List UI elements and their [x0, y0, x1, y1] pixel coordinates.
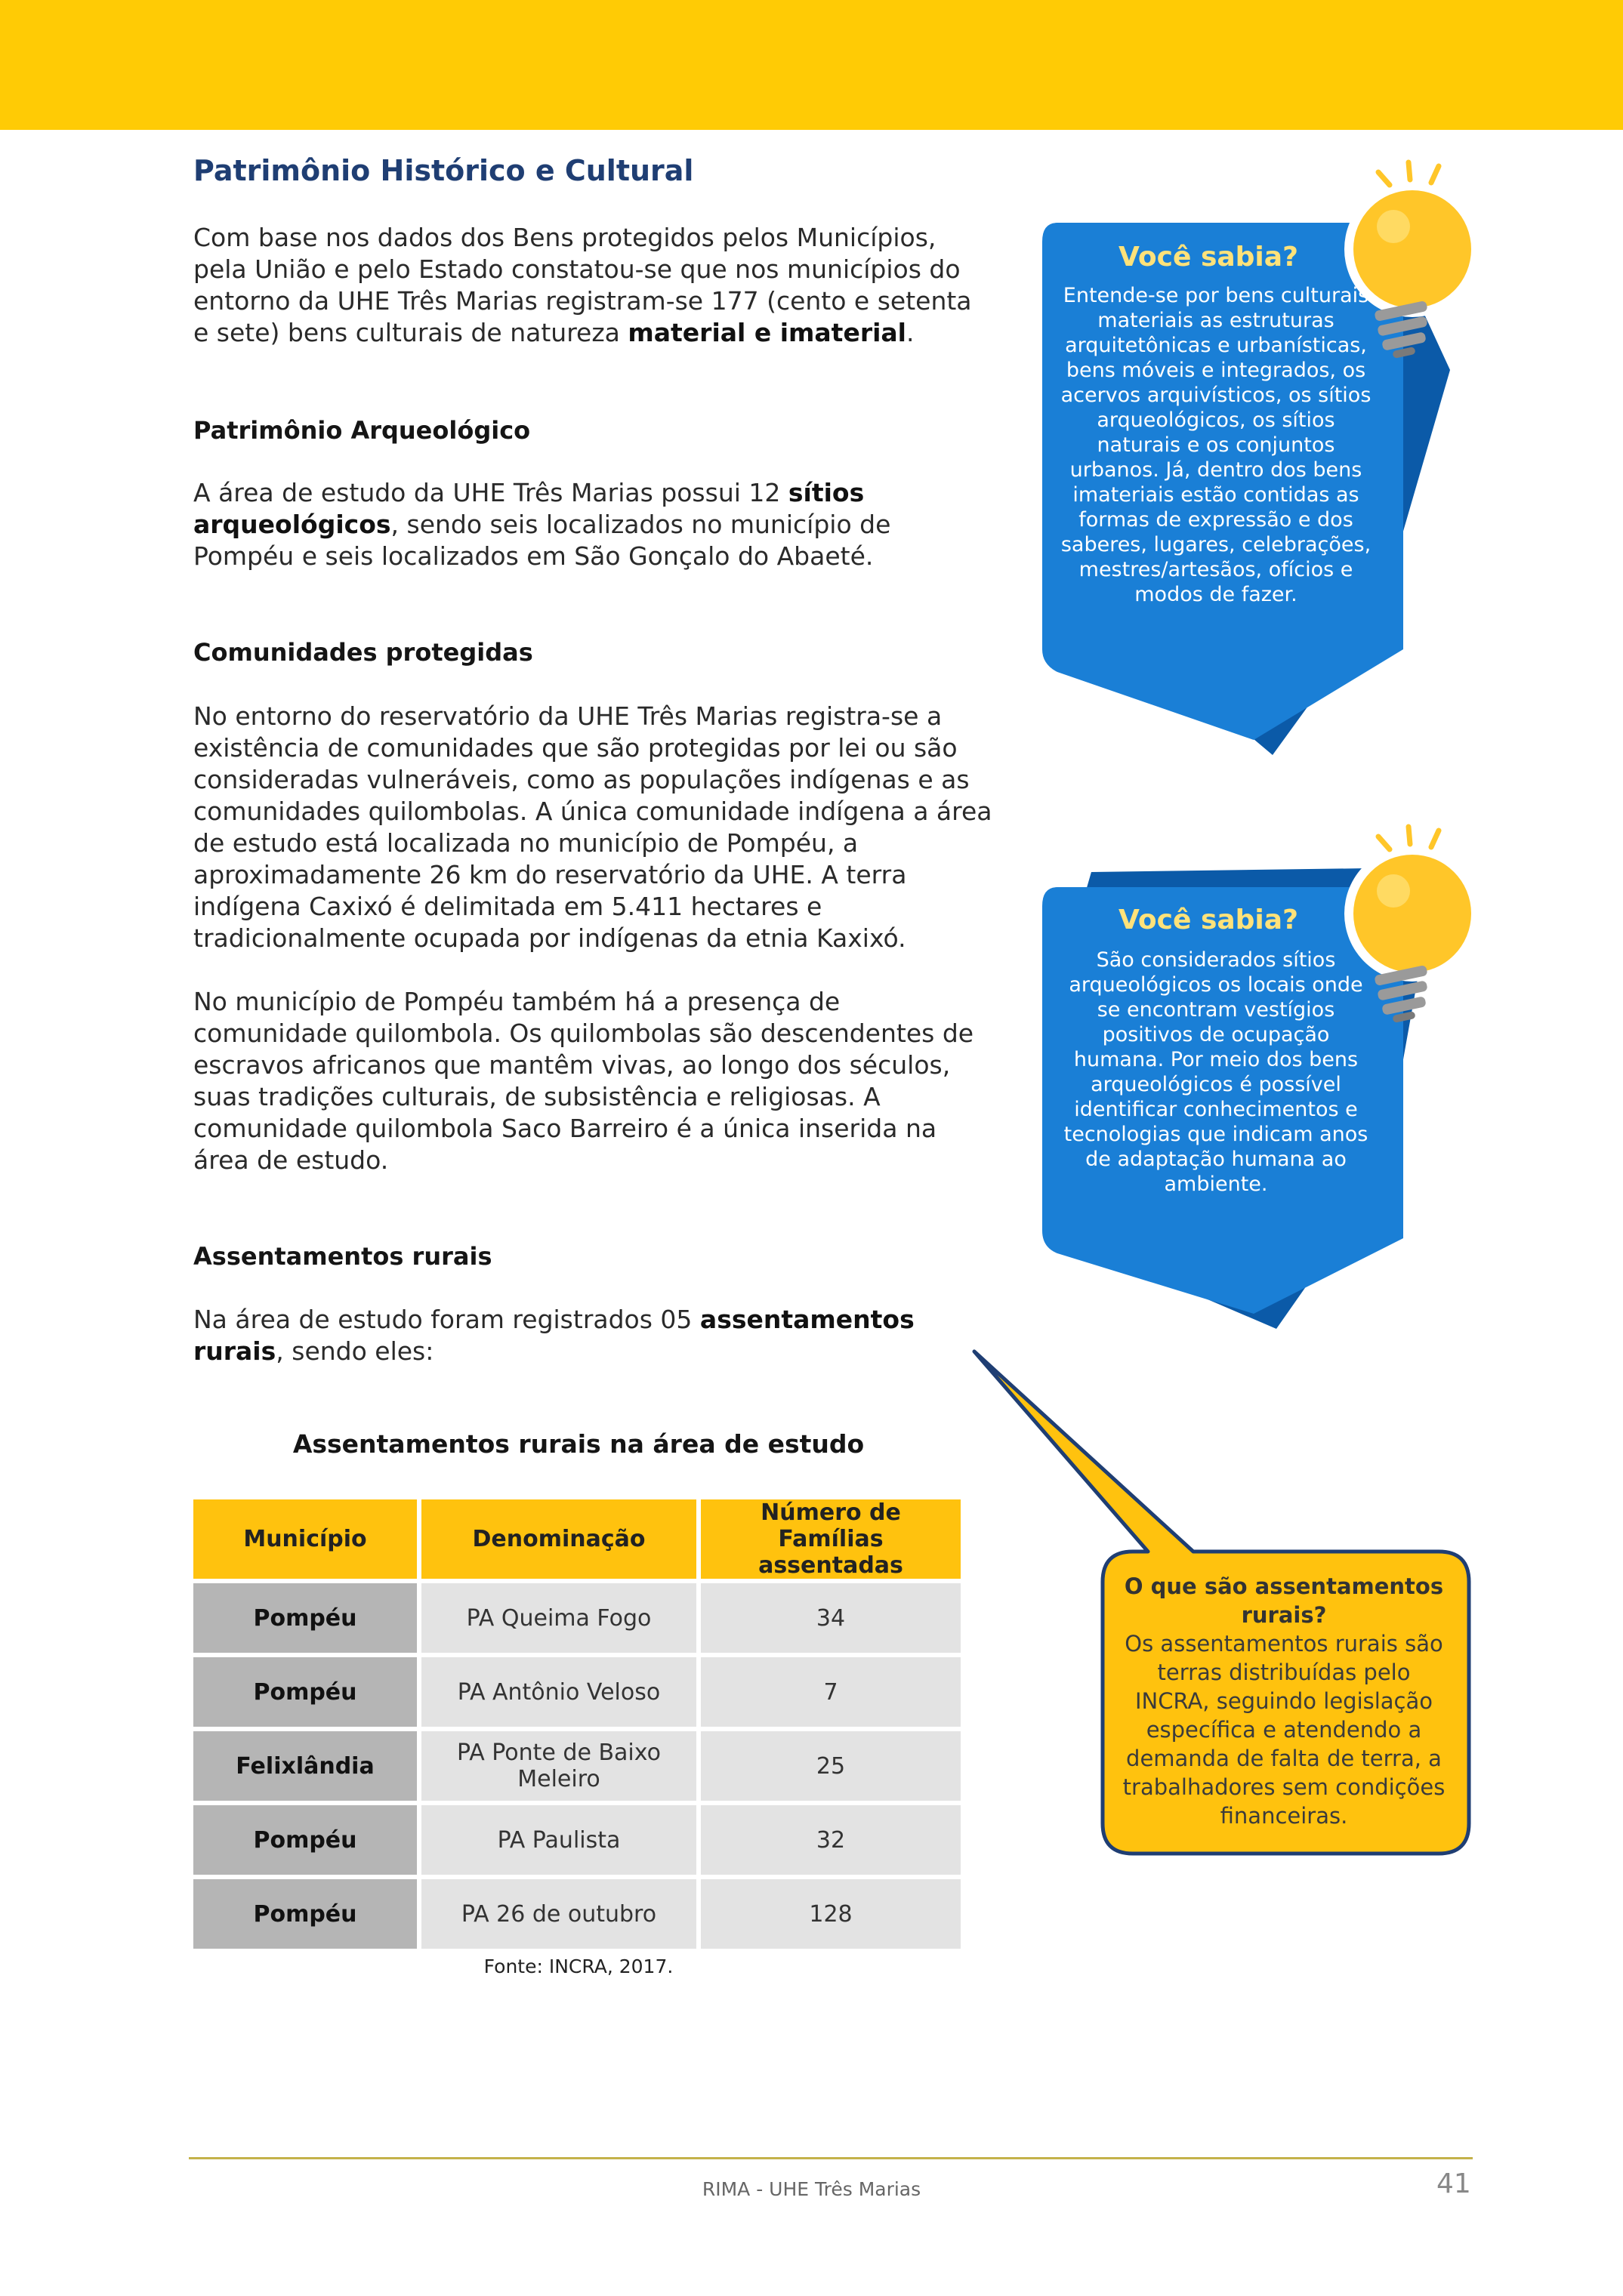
heading-arqueologico: Patrimônio Arqueológico	[193, 416, 531, 445]
callout-1-text: Entende-se por bens culturais materiais as estruturas arquitetônicas e urbanísticas, bens móveis e integrados, os acervos arquivísticos, os sítios arqueológicos, os sítios naturais e os conjuntos urbanos. Já, dentro dos bens imateriais estão contidas as formas de expressão e dos saberes, lugares, celebrações, mestres/artesãos, ofícios e modos de fazer.	[1060, 284, 1372, 606]
section-title: Patrimônio Histórico e Cultural	[193, 154, 694, 187]
table-source: Fonte: INCRA, 2017.	[483, 1955, 674, 1977]
cell-denominacao: PA Antônio Veloso	[421, 1657, 696, 1727]
cell-municipio: Pompéu	[193, 1657, 417, 1727]
cell-familias: 128	[701, 1879, 961, 1949]
callout-2-title: Você sabia?	[1119, 905, 1298, 935]
cell-municipio: Pompéu	[193, 1583, 417, 1653]
intro-paragraph: Com base nos dados dos Bens protegidos pelos Municípios, pela União e pelo Estado constatou-se que nos municípios do entorno da UHE Três Marias registram-se 177 (cento e setenta e sete) bens culturais de natureza material e imaterial.	[193, 223, 972, 347]
header-denominacao: Denominação	[421, 1499, 696, 1579]
table-row	[193, 1879, 961, 1949]
cell-familias: 7	[701, 1657, 961, 1727]
speech-bubble-body: Os assentamentos rurais são terras distribuídas pelo INCRA, seguindo legislação específica e atendendo a demanda de falta de terra, a trabalhadores sem condições financeiras.	[1122, 1631, 1446, 1829]
callout-2-text: São considerados sítios arqueológicos os locais onde se encontram vestígios positivos de ocupação humana. Por meio dos bens arqueológicos é possível identificar conhecimentos e tecnologias que indicam anos de adaptação humana ao ambiente.	[1063, 948, 1368, 1196]
cell-denominacao: PA Ponte de Baixo Meleiro	[421, 1731, 696, 1801]
header-municipio: Município	[193, 1499, 417, 1579]
heading-assentamentos: Assentamentos rurais	[193, 1242, 492, 1271]
cell-familias: 34	[701, 1583, 961, 1653]
footer-doc-title: RIMA - UHE Três Marias	[702, 2178, 921, 2200]
cell-denominacao: PA Paulista	[421, 1805, 696, 1875]
cell-denominacao: PA 26 de outubro	[421, 1879, 696, 1949]
callout-1-title: Você sabia?	[1119, 242, 1298, 273]
footer-rule	[189, 2157, 1473, 2159]
page-number: 41	[1436, 2168, 1471, 2199]
speech-bubble-title: O que são assentamentos rurais?	[1124, 1573, 1444, 1628]
speech-bubble-text	[1118, 1572, 1450, 1830]
assentamentos-paragraph: Na área de estudo foram registrados 05 assentamentos rurais, sendo eles:	[193, 1305, 915, 1366]
cell-familias: 32	[701, 1805, 961, 1875]
comunidades-paragraph-2: No município de Pompéu também há a presença de comunidade quilombola. Os quilombolas são descendentes de escravos africanos que mantêm vivas, ao longo dos séculos, suas tradições culturais, de subsistência e religiosas. A comunidade quilombola Saco Barreiro é a única inserida na área de estudo.	[193, 987, 974, 1175]
table-caption: Assentamentos rurais na área de estudo	[292, 1429, 865, 1459]
cell-municipio: Felixlândia	[193, 1731, 417, 1801]
header-familias: Número de Famílias assentadas	[701, 1499, 961, 1579]
cell-familias: 25	[701, 1731, 961, 1801]
cell-municipio: Pompéu	[193, 1805, 417, 1875]
cell-denominacao: PA Queima Fogo	[421, 1583, 696, 1653]
heading-comunidades: Comunidades protegidas	[193, 638, 533, 667]
arqueologico-paragraph: A área de estudo da UHE Três Marias possui 12 sítios arqueológicos, sendo seis localizados no município de Pompéu e seis localizados em São Gonçalo do Abaeté.	[193, 478, 891, 571]
cell-municipio: Pompéu	[193, 1879, 417, 1949]
comunidades-paragraph-1: No entorno do reservatório da UHE Três Marias registra-se a existência de comunidades que são protegidas por lei ou são consideradas vulneráveis, como as populações indígenas e as comunidades quilombolas. A única comunidade indígena a área de estudo está localizada no município de Pompéu, a aproximadamente 26 km do reservatório da UHE. A terra indígena Caxixó é delimitada em 5.411 hectares e tradicionalmente ocupada por indígenas da etnia Kaxixó.	[193, 701, 992, 953]
